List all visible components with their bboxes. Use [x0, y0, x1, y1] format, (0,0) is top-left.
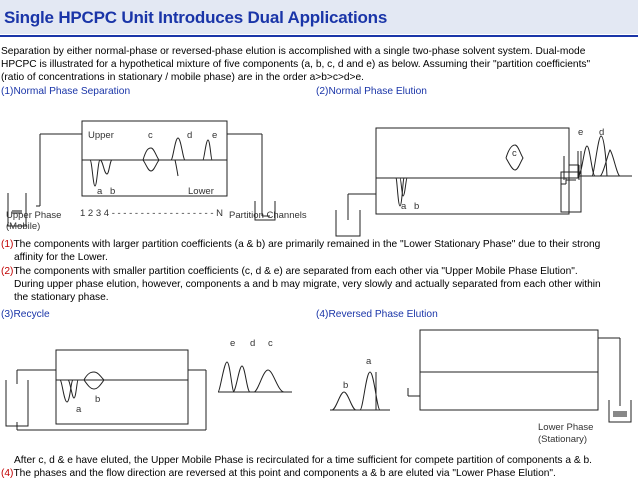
note-2-line-3: the stationary phase. — [14, 292, 109, 303]
label-e: e — [212, 130, 218, 141]
slide-title: Single HPCPC Unit Introduces Dual Applications — [4, 8, 388, 27]
note-1-line-1 — [1, 238, 600, 251]
label-c: c — [512, 148, 517, 159]
diagram-normal-phase-elution — [316, 98, 634, 238]
heading-normal-phase-elution: (2)Normal Phase Elution — [316, 86, 427, 97]
intro-line-1: Separation by either normal-phase or reversed-phase elution is accomplished with a single two-phase solvent system. Dual-mode — [1, 46, 586, 57]
label-a: a — [76, 404, 82, 415]
label-b: b — [343, 380, 349, 391]
note-2-text: The components with smaller partition coefficients (c, d & e) are separated from each other via "Upper Mobile Phase Elution". — [13, 266, 578, 277]
label-d: d — [599, 127, 605, 138]
note-1-text: The components with larger partition coefficients (a & b) are primarily remained in the "Lower Stationary Phase" due to their strong — [13, 239, 601, 250]
bottom-line-2-text: The phases and the flow direction are reversed at this point and components a & b are eluted via "Lower Phase Elution". — [13, 468, 556, 479]
label-a: a — [97, 186, 103, 197]
label-b: b — [95, 394, 101, 405]
label-d: d — [250, 338, 256, 349]
label-b: b — [110, 186, 116, 197]
note-1-line-2: affinity for the Lower. — [14, 252, 108, 263]
intro-line-3: (ratio of concentrations in stationary / mobile phase) are in the order a>b>c>d>e. — [1, 72, 364, 83]
label-d: d — [187, 130, 193, 141]
note-1-number: (1) — [1, 239, 14, 250]
label-e: e — [578, 127, 584, 138]
label-b: b — [414, 201, 420, 212]
label-a: a — [366, 356, 372, 367]
note-2-line-2: During upper phase elution, however, components a and b may migrate, very slowly and actually separated from each other within — [14, 279, 601, 290]
diagram-normal-phase-separation — [0, 98, 315, 238]
note-2-number: (2) — [1, 266, 14, 277]
label-upper-phase: Upper Phase — [6, 210, 62, 221]
heading-reversed-phase-elution: (4)Reversed Phase Elution — [316, 309, 438, 320]
label-channels: 1 2 3 4 - - - - - - - - - - - - - - - - - - N — [80, 208, 224, 219]
label-a: a — [401, 201, 407, 212]
label-c: c — [148, 130, 153, 141]
label-e: e — [230, 338, 236, 349]
diagram-recycle — [0, 322, 315, 440]
label-partition-channels: Partition Channels — [229, 210, 307, 221]
heading-normal-phase-separation: (1)Normal Phase Separation — [1, 86, 131, 97]
note-2-line-1 — [1, 265, 578, 278]
bottom-number: (4) — [1, 468, 14, 479]
diagram-reversed-phase-elution — [316, 322, 634, 446]
bottom-line-2 — [1, 467, 556, 480]
label-upper: Upper — [88, 130, 114, 141]
label-c: c — [268, 338, 273, 349]
title-underline — [0, 35, 638, 37]
label-lower-phase: Lower Phase — [538, 422, 594, 433]
heading-recycle: (3)Recycle — [1, 309, 50, 320]
bottom-line-1: After c, d & e have eluted, the Upper Mobile Phase is recirculated for a time sufficient for compete partition of components a & b. — [14, 455, 592, 466]
label-lower: Lower — [188, 186, 214, 197]
label-mobile: (Mobile) — [6, 221, 41, 232]
intro-line-2: HPCPC is illustrated for a hypothetical mixture of five components (a, b, c, d and e) as below. Assuming their "partition coefficients" — [1, 59, 591, 70]
label-stationary: (Stationary) — [538, 434, 588, 445]
